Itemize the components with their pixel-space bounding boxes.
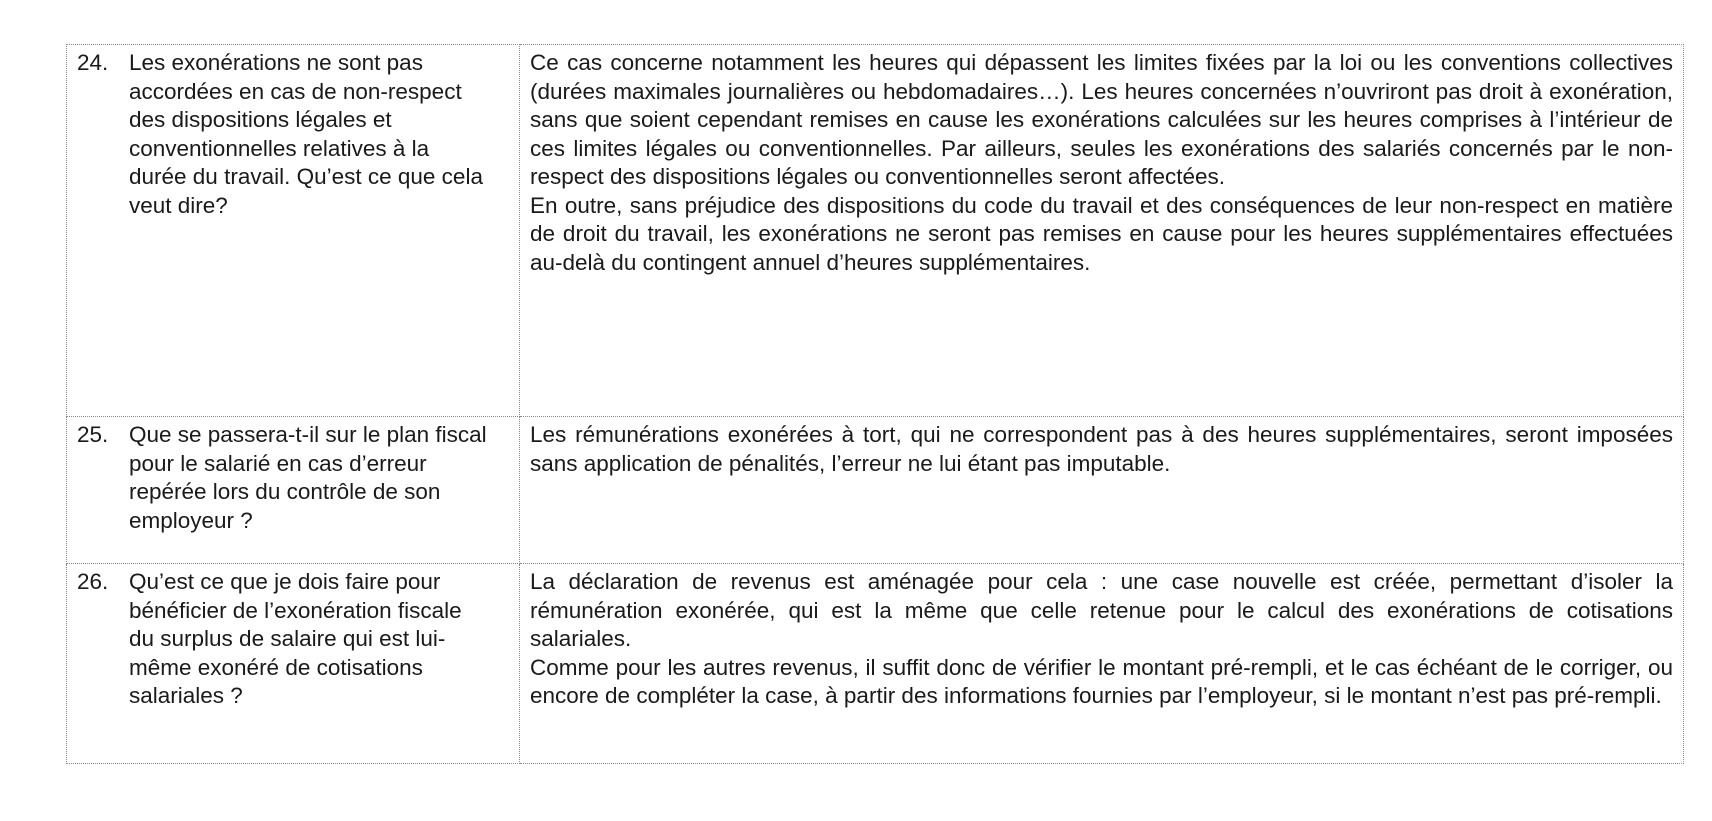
question-cell (67, 417, 520, 564)
faq-table (66, 44, 1684, 764)
question-text: Que se passera-t-il sur le plan fiscal pour le salarié en cas d’erreur repérée lors du contrôle de son employeur ? (129, 422, 487, 533)
answer-paragraph: Les rémunérations exonérées à tort, qui ne correspondent pas à des heures supplémentaires, seront imposées sans application de pénalités, l’erreur ne lui étant pas imputable. (530, 422, 1673, 476)
faq-row (67, 417, 1684, 564)
answer-paragraph: En outre, sans préjudice des dispositions du code du travail et des conséquences de leur non-respect en matière de droit du travail, les exonérations ne seront pas remises en cause pour les heures supplémentaires effectuées au-delà du contingent annuel d’heures supplémentaires. (530, 192, 1673, 275)
question-number: 25. (77, 422, 109, 447)
answer-cell (520, 564, 1684, 764)
answer-paragraph: Ce cas concerne notamment les heures qui dépassent les limites fixées par la loi ou les conventions collectives (durées maximales journalières ou hebdomadaires…). Les heures concernées n’ouvriront pas droit à exonération, sans que soient cependant remises en cause les exonérations calculées sur les heures comprises à l’intérieur de ces limites légales ou conventionnelles. Par ailleurs, seules les exonérations des salariés concernés par le non-respect des dispositions légales ou conventionnelles seront affectées. (530, 50, 1673, 189)
question-text: Qu’est ce que je dois faire pour bénéficier de l’exonération fiscale du surplus de salaire qui est lui-même exonéré de cotisations salariales ? (129, 569, 462, 708)
answer-cell (520, 417, 1684, 564)
question-text: Les exonérations ne sont pas accordées en cas de non-respect des dispositions légales et conventionnelles relatives à la durée du travail. Qu’est ce que cela veut dire? (129, 50, 483, 218)
faq-row (67, 564, 1684, 764)
answer-paragraph: La déclaration de revenus est aménagée pour cela : une case nouvelle est créée, permettant d’isoler la rémunération exonérée, qui est la même que celle retenue pour le calcul des exonérations de cotisations salariales. (530, 569, 1673, 651)
answer-paragraph: Comme pour les autres revenus, il suffit donc de vérifier le montant pré-rempli, et le cas échéant de le corriger, ou encore de compléter la case, à partir des informations fournies par l’employeur, si le montant n’est pas pré-rempli. (530, 654, 1673, 708)
answer-cell (520, 45, 1684, 417)
question-cell (67, 45, 520, 417)
faq-row (67, 45, 1684, 417)
question-cell (67, 564, 520, 764)
question-number: 26. (77, 569, 109, 594)
question-number: 24. (77, 50, 109, 75)
